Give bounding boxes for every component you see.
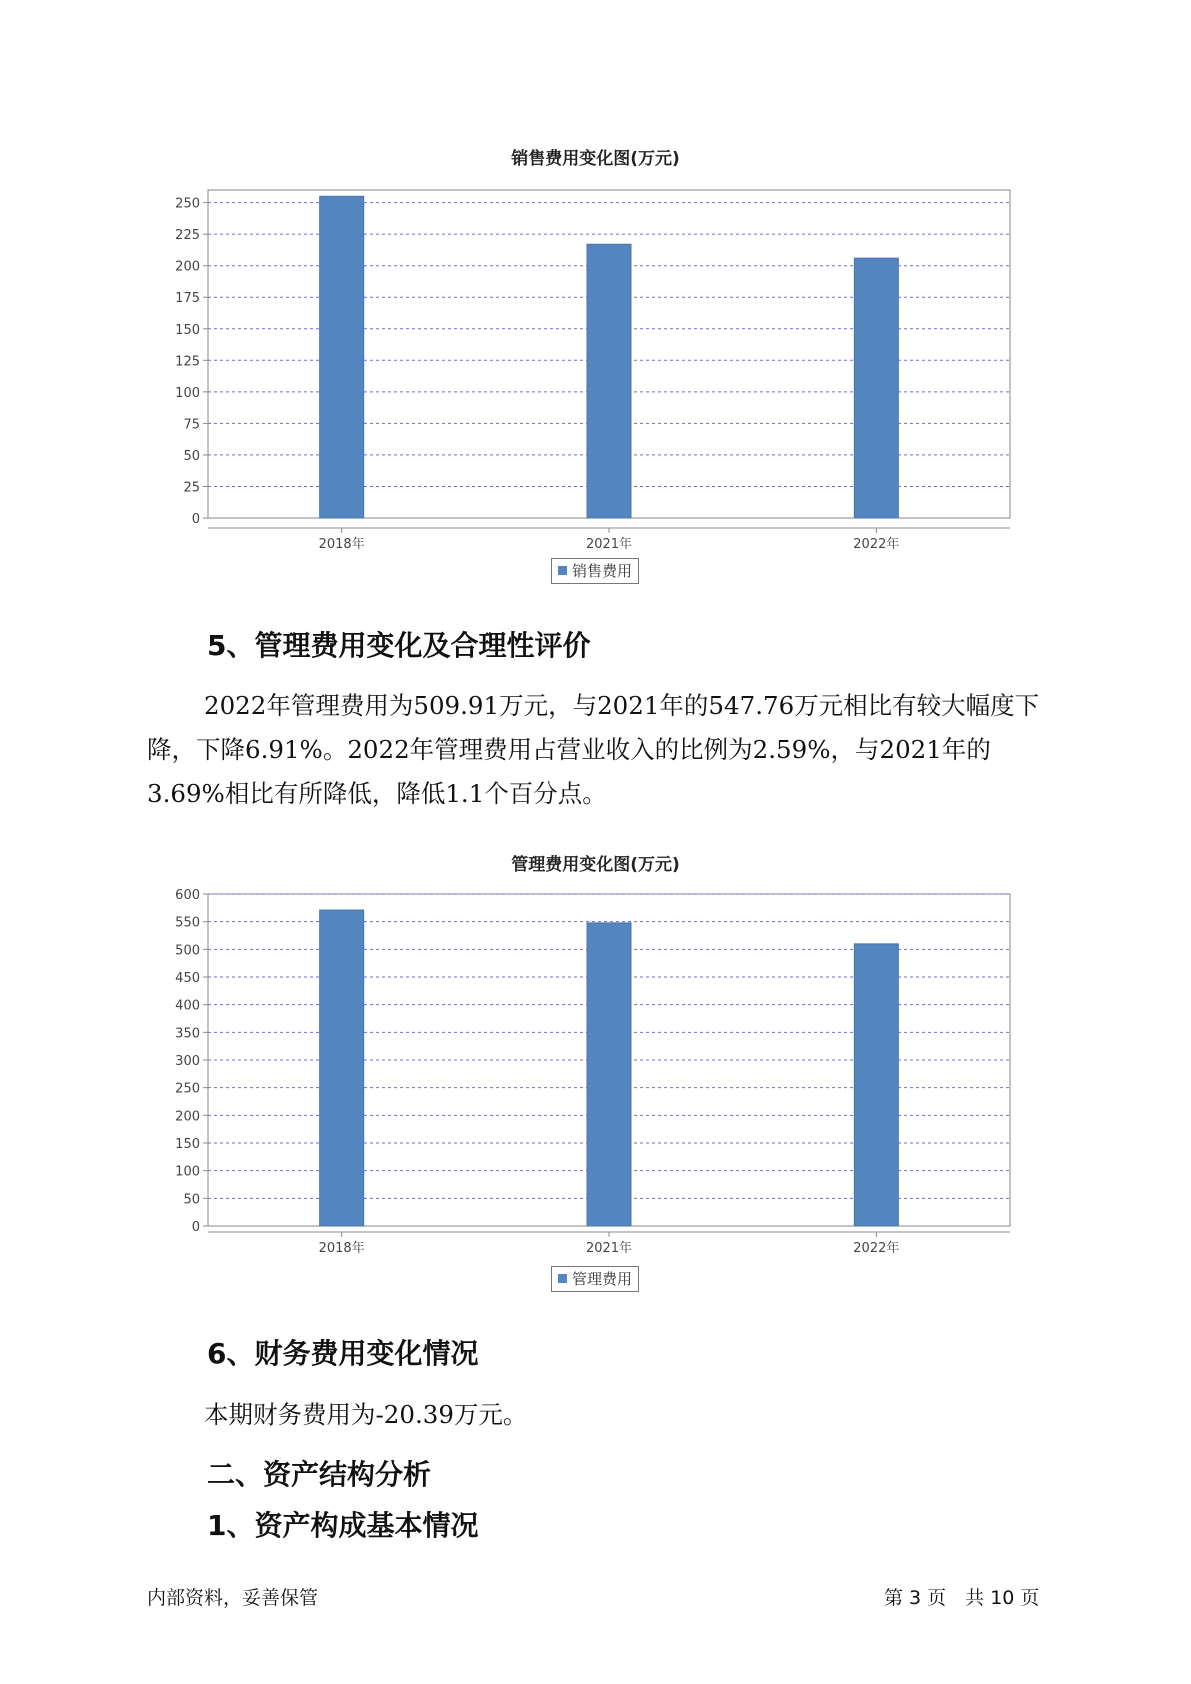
y-tick-label: 0 [191, 512, 200, 527]
legend-swatch [558, 1274, 567, 1283]
footer-left: 内部资料，妥善保管 [147, 1587, 319, 1609]
y-tick-label: 75 [183, 417, 200, 433]
y-tick-label: 25 [183, 480, 200, 496]
y-tick-label: 300 [175, 1054, 200, 1069]
bar [587, 923, 631, 1226]
y-tick-label: 150 [175, 1137, 200, 1152]
y-tick-label: 175 [175, 291, 200, 307]
y-tick-label: 125 [175, 354, 200, 370]
y-tick-label: 250 [175, 1081, 200, 1097]
y-tick-label: 400 [175, 998, 200, 1014]
y-tick-label: 225 [175, 228, 200, 244]
legend-label: 管理费用 [572, 1270, 633, 1288]
y-tick-label: 0 [191, 1220, 200, 1235]
y-tick-label: 100 [175, 385, 200, 401]
y-tick-label: 250 [175, 196, 200, 212]
y-tick-label: 200 [175, 259, 200, 275]
section-paragraph-6: 本期财务费用为-20.39万元。 [204, 1400, 528, 1429]
y-tick-label: 50 [183, 1192, 200, 1208]
y-tick-label: 600 [175, 888, 200, 903]
sub-heading-1: 1、资产构成基本情况 [207, 1509, 479, 1542]
x-tick-label: 2018年 [318, 1241, 365, 1256]
section-heading-5: 5、管理费用变化及合理性评价 [207, 629, 591, 662]
y-tick-label: 100 [175, 1164, 200, 1180]
legend-label: 销售费用 [572, 562, 633, 580]
chart-title: 销售费用变化图(万元) [511, 149, 680, 169]
chart-legend [551, 1266, 639, 1292]
y-tick-label: 150 [175, 322, 200, 338]
x-tick-label: 2021年 [585, 1241, 633, 1256]
y-tick-label: 550 [175, 915, 200, 931]
chart-title: 管理费用变化图(万元) [511, 855, 680, 875]
section-heading-6: 6、财务费用变化情况 [207, 1337, 479, 1370]
part-heading-2: 二、资产结构分析 [207, 1458, 432, 1491]
x-tick-label: 2021年 [585, 537, 633, 552]
y-tick-label: 350 [175, 1026, 200, 1042]
x-tick-label: 2018年 [318, 537, 365, 552]
bar [320, 910, 364, 1226]
section-paragraph-5: 2022年管理费用为509.91万元，与2021年的547.76万元相比有较大幅度下降，下降6.91%。2022年管理费用占营业收入的比例为2.59%，与2021年的3.69%相比有所降低，降低1.1个百分点。 [147, 691, 1040, 808]
x-tick-label: 2022年 [853, 1241, 900, 1256]
y-tick-label: 200 [175, 1109, 200, 1125]
y-tick-label: 50 [183, 448, 200, 464]
y-tick-label: 450 [175, 971, 200, 986]
x-tick-label: 2022年 [853, 537, 900, 552]
y-tick-label: 500 [175, 943, 200, 959]
bar [854, 944, 898, 1226]
page-number: 第 3 页 共 10 页 [884, 1587, 1040, 1609]
